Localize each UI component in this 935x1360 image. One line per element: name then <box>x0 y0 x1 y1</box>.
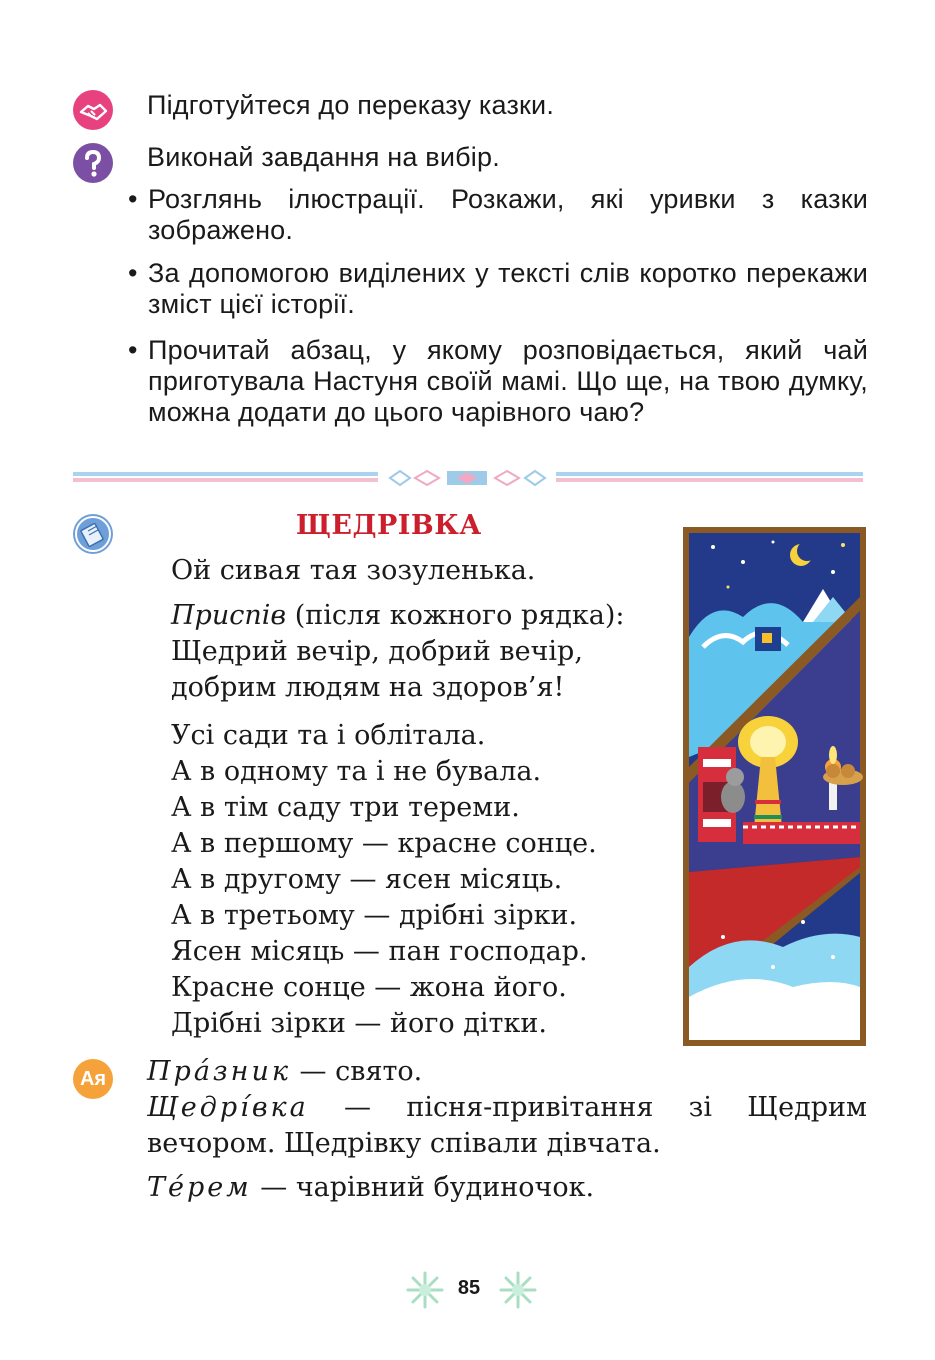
poem-line: А в першому — красне сонце. <box>171 828 597 859</box>
task-bullet-1-text: Розглянь ілюстрації. Розкажи, які уривки з казки зображено. <box>148 184 868 245</box>
dictionary-badge-text: Ая <box>79 1068 107 1090</box>
refrain-label: Приспів <box>171 600 287 631</box>
glossary-item <box>147 1054 867 1090</box>
glossary-definition: — чарівний будиночок. <box>260 1172 595 1203</box>
task-choice: Виконай завдання на вибір. <box>147 142 500 172</box>
glossary-term: Те́рем <box>147 1172 252 1203</box>
glossary-item <box>147 1090 867 1162</box>
poem-first-line: Ой сивая тая зозуленька. <box>171 555 536 586</box>
poem-line: Ясен місяць — пан господар. <box>171 936 588 967</box>
handshake-icon <box>73 90 113 130</box>
task-bullet-2: • За допомогою виділених у тексті слів коротко перекажи зміст цієї історії. <box>128 258 868 319</box>
glossary-term: Пра́зник <box>147 1056 291 1087</box>
glossary-definition: — свято. <box>299 1056 423 1087</box>
snowflake-left-icon <box>405 1270 445 1310</box>
poem-line: Дрібні зірки — його дітки. <box>171 1008 547 1039</box>
poem-line: Усі сади та і облітала. <box>171 720 486 751</box>
poem-line: А в другому — ясен місяць. <box>171 864 563 895</box>
poem-refrain-1: Щедрий вечір, добрий вечір, <box>171 636 583 667</box>
glossary-definition: — пісня-привітання зі Щедрим вечором. Щедрівку співали дівчата. <box>147 1092 867 1159</box>
poem-line: Красне сонце — жона його. <box>171 972 567 1003</box>
question-icon <box>73 143 113 183</box>
winter-night-illustration <box>683 527 866 1046</box>
task-retell: Підготуйтеся до переказу казки. <box>147 90 555 120</box>
glossary-term: Щедрі́вка <box>147 1092 309 1123</box>
glossary-item <box>147 1170 867 1206</box>
poem-line: А в одному та і не бувала. <box>171 756 542 787</box>
task-bullet-3: • Прочитай абзац, у якому розповідається, який чай приготувала Настуня своїй мамі. Що ще, на твою думку, можна додати до цього чарівного чаю? <box>128 335 868 427</box>
task-bullet-1: • Розглянь ілюстрації. Розкажи, які уривки з казки зображено. <box>128 184 868 245</box>
page-number: 85 <box>457 1277 481 1299</box>
poem-line: А в третьому — дрібні зірки. <box>171 900 578 931</box>
book-icon <box>73 514 113 554</box>
poem-title: ЩЕДРІВКА <box>296 510 482 541</box>
refrain-note: (після кожного рядка): <box>294 600 625 631</box>
poem-refrain-2: добрим людям на здоров’я! <box>171 672 565 703</box>
dictionary-badge-icon <box>73 1059 113 1099</box>
task-bullet-2-text: За допомогою виділених у тексті слів коротко перекажи зміст цієї історії. <box>148 258 868 319</box>
poem-refrain-label-line <box>171 598 625 634</box>
snowflake-right-icon <box>498 1270 538 1310</box>
ornament-divider <box>73 468 863 488</box>
task-bullet-3-text: Прочитай абзац, у якому розповідається, який чай приготувала Настуня своїй мамі. Що ще, на твою думку, можна додати до цього чарівного чаю? <box>148 335 868 427</box>
poem-line: А в тім саду три тереми. <box>171 792 520 823</box>
